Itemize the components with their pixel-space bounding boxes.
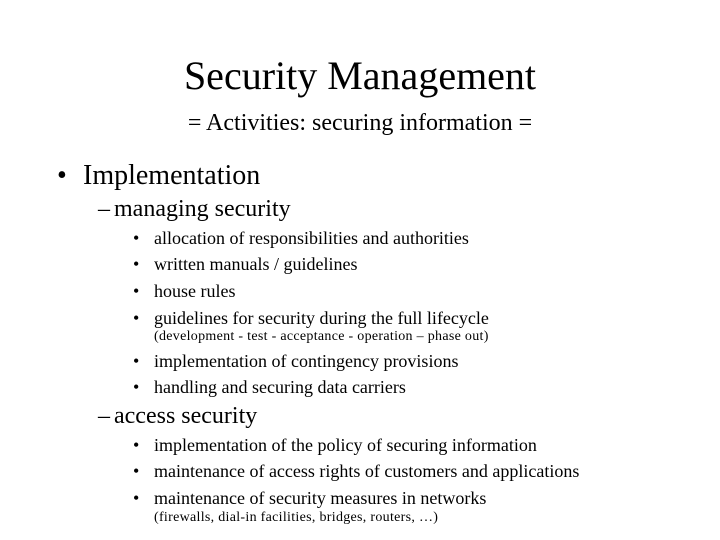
- bullet-dot: •: [133, 254, 140, 274]
- topic-heading: Implementation: [83, 160, 261, 191]
- list-item: house rules: [154, 281, 236, 301]
- slide-subtitle: = Activities: securing information =: [187, 110, 533, 136]
- bullet-dot: •: [133, 488, 140, 508]
- bullet-dot: •: [133, 228, 140, 248]
- bullet-dot: •: [133, 435, 140, 455]
- bullet-dot: •: [57, 160, 67, 191]
- list-item: implementation of contingency provisions: [154, 351, 459, 371]
- list-item: implementation of the policy of securing information: [154, 435, 537, 455]
- bullet-dot: •: [133, 281, 140, 301]
- bullet-dot: •: [133, 351, 140, 371]
- list-item: maintenance of access rights of customers and applications: [154, 461, 580, 481]
- bullet-dot: •: [133, 377, 140, 397]
- bullet-dot: •: [133, 308, 140, 328]
- slide-title: Security Management: [183, 53, 537, 98]
- network-note: (firewalls, dial-in facilities, bridges, routers, …): [154, 510, 439, 525]
- dash-marker: –: [98, 403, 110, 429]
- dash-marker: –: [98, 196, 110, 222]
- list-item: written manuals / guidelines: [154, 254, 358, 274]
- list-item: handling and securing data carriers: [154, 377, 406, 397]
- list-item: guidelines for security during the full lifecycle: [154, 308, 489, 328]
- list-item: allocation of responsibilities and authorities: [154, 228, 469, 248]
- section-heading-access-security: access security: [114, 403, 258, 429]
- list-item: maintenance of security measures in networks: [154, 488, 487, 508]
- section-heading-managing-security: managing security: [114, 196, 291, 222]
- bullet-dot: •: [133, 461, 140, 481]
- lifecycle-note: (development - test - acceptance - operation – phase out): [154, 329, 489, 344]
